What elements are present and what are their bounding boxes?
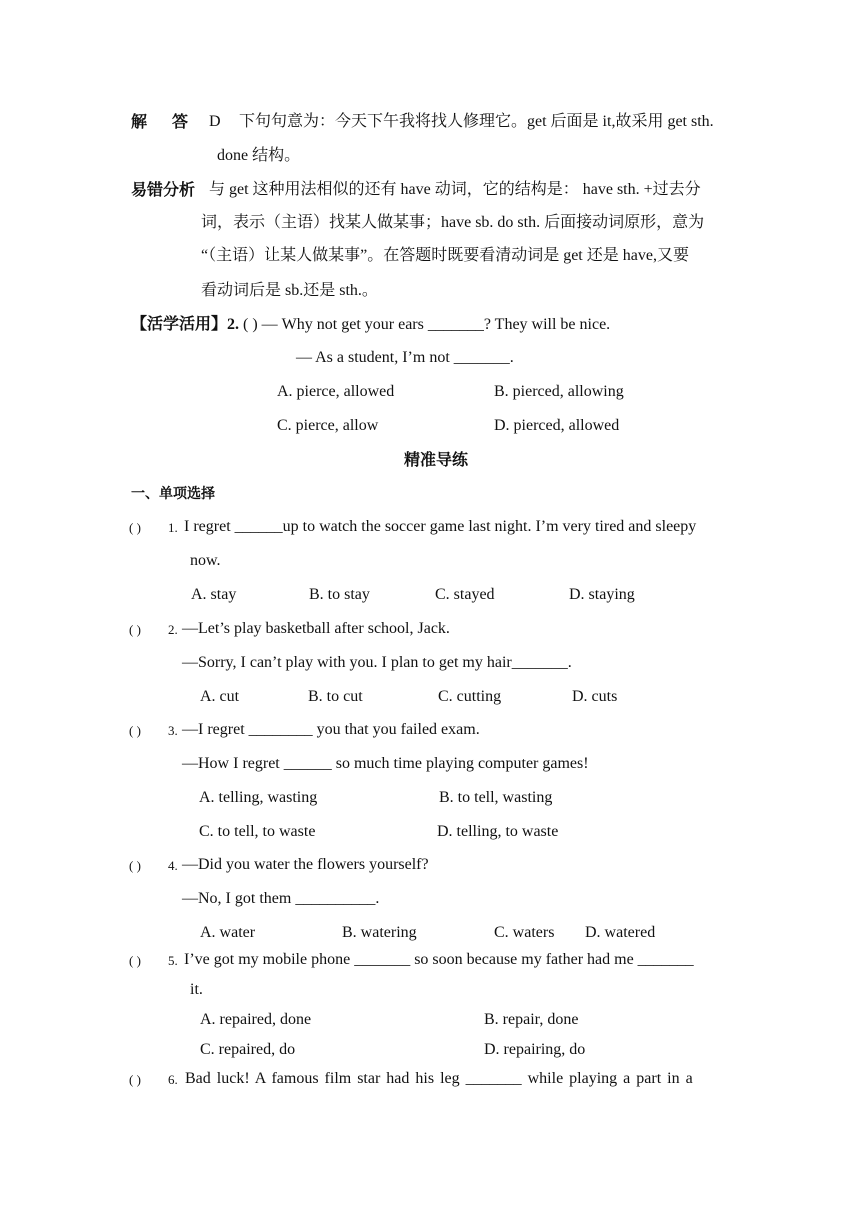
- question-5-option-c: C. repaired, do: [200, 1041, 296, 1058]
- error-analysis-label: 易错分析: [131, 180, 196, 199]
- question-1-text-1: I regret ______up to watch the soccer game last night. I’m very tired and sleepy: [184, 518, 697, 535]
- question-1-option-d: D. staying: [569, 586, 635, 603]
- question-3-option-c: C. to tell, to waste: [199, 823, 316, 840]
- question-1-number: 1.: [168, 520, 178, 535]
- question-4-number: 4.: [168, 858, 178, 873]
- question-3-option-d: D. telling, to waste: [437, 823, 559, 840]
- question-4-text-2: —No, I got them __________.: [182, 890, 380, 907]
- question-5-option-a: A. repaired, done: [200, 1011, 312, 1028]
- practice-option-c: C. pierce, allow: [277, 417, 379, 434]
- answer-label-2: 答: [172, 112, 189, 131]
- question-5-number: 5.: [168, 953, 178, 968]
- question-5-option-d: D. repairing, do: [484, 1041, 586, 1058]
- answer-label-1: 解: [131, 112, 148, 131]
- question-4-option-d: D. watered: [585, 924, 656, 941]
- question-5-option-b: B. repair, done: [484, 1011, 579, 1028]
- practice-option-d: D. pierced, allowed: [494, 417, 620, 434]
- question-1-option-a: A. stay: [191, 586, 237, 603]
- question-1-option-b: B. to stay: [309, 586, 370, 603]
- question-2-text-1: —Let’s play basketball after school, Jack.: [182, 620, 450, 637]
- question-3-text-2: —How I regret ______ so much time playing computer games!: [182, 755, 589, 772]
- question-2-paren: ( ): [129, 622, 141, 637]
- question-3-option-a: A. telling, wasting: [199, 789, 318, 806]
- question-3-paren: ( ): [129, 723, 141, 738]
- question-4-text-1: —Did you water the flowers yourself?: [182, 856, 429, 873]
- question-2-option-c: C. cutting: [438, 688, 502, 705]
- question-3-option-b: B. to tell, wasting: [439, 789, 553, 806]
- question-2-number: 2.: [168, 622, 178, 637]
- question-5-text-2: it.: [190, 981, 203, 998]
- practice-question-2: — As a student, I’m not _______.: [296, 349, 514, 366]
- question-5-text-1: I’ve got my mobile phone _______ so soon because my father had me _______: [184, 951, 694, 968]
- error-analysis-line-4: 看动词后是 sb.还是 sth.。: [201, 282, 378, 299]
- question-5-paren: ( ): [129, 953, 141, 968]
- practice-question-1: — Why not get your ears _______? They will be nice.: [261, 316, 611, 333]
- question-1-text-2: now.: [190, 552, 221, 569]
- answer-letter: D: [209, 113, 221, 130]
- practice-paren: ( ): [243, 316, 258, 333]
- error-analysis-line-3: “（主语）让某人做某事”。在答题时既要看清动词是 get 还是 have,又要: [201, 247, 689, 264]
- question-4-paren: ( ): [129, 858, 141, 873]
- question-3-text-1: —I regret ________ you that you failed exam.: [182, 721, 480, 738]
- question-3-number: 3.: [168, 723, 178, 738]
- question-2-option-d: D. cuts: [572, 688, 618, 705]
- question-2-text-2: —Sorry, I can’t play with you. I plan to get my hair_______.: [182, 654, 572, 671]
- question-6-number: 6.: [168, 1072, 178, 1087]
- question-1-paren: ( ): [129, 520, 141, 535]
- answer-line-2: done 结构。: [217, 147, 301, 164]
- question-6-paren: ( ): [129, 1072, 141, 1087]
- section-subtitle: 一、单项选择: [131, 486, 215, 502]
- error-analysis-line-1: 与 get 这种用法相似的还有 have 动词，它的结构是： have sth. +过去分: [209, 181, 701, 198]
- practice-label: 【活学活用】: [131, 314, 228, 333]
- question-6-text-1: Bad luck! A famous film star had his leg _______ while playing a part in a: [185, 1070, 693, 1087]
- answer-line-1: 下句句意为：今天下午我将找人修理它。get 后面是 it,故采用 get sth.: [239, 113, 714, 130]
- practice-option-a: A. pierce, allowed: [277, 383, 395, 400]
- question-1-option-c: C. stayed: [435, 586, 495, 603]
- question-2-option-a: A. cut: [200, 688, 240, 705]
- question-4-option-b: B. watering: [342, 924, 417, 941]
- practice-number: 2.: [227, 316, 240, 333]
- question-2-option-b: B. to cut: [308, 688, 363, 705]
- question-4-option-a: A. water: [200, 924, 256, 941]
- section-title: 精准导练: [404, 450, 469, 469]
- practice-header: [131, 314, 610, 335]
- error-analysis-line-2: 词，表示（主语）找某人做某事；have sb. do sth. 后面接动词原形，意为: [201, 214, 705, 231]
- question-4-option-c: C. waters: [494, 924, 555, 941]
- practice-option-b: B. pierced, allowing: [494, 383, 624, 400]
